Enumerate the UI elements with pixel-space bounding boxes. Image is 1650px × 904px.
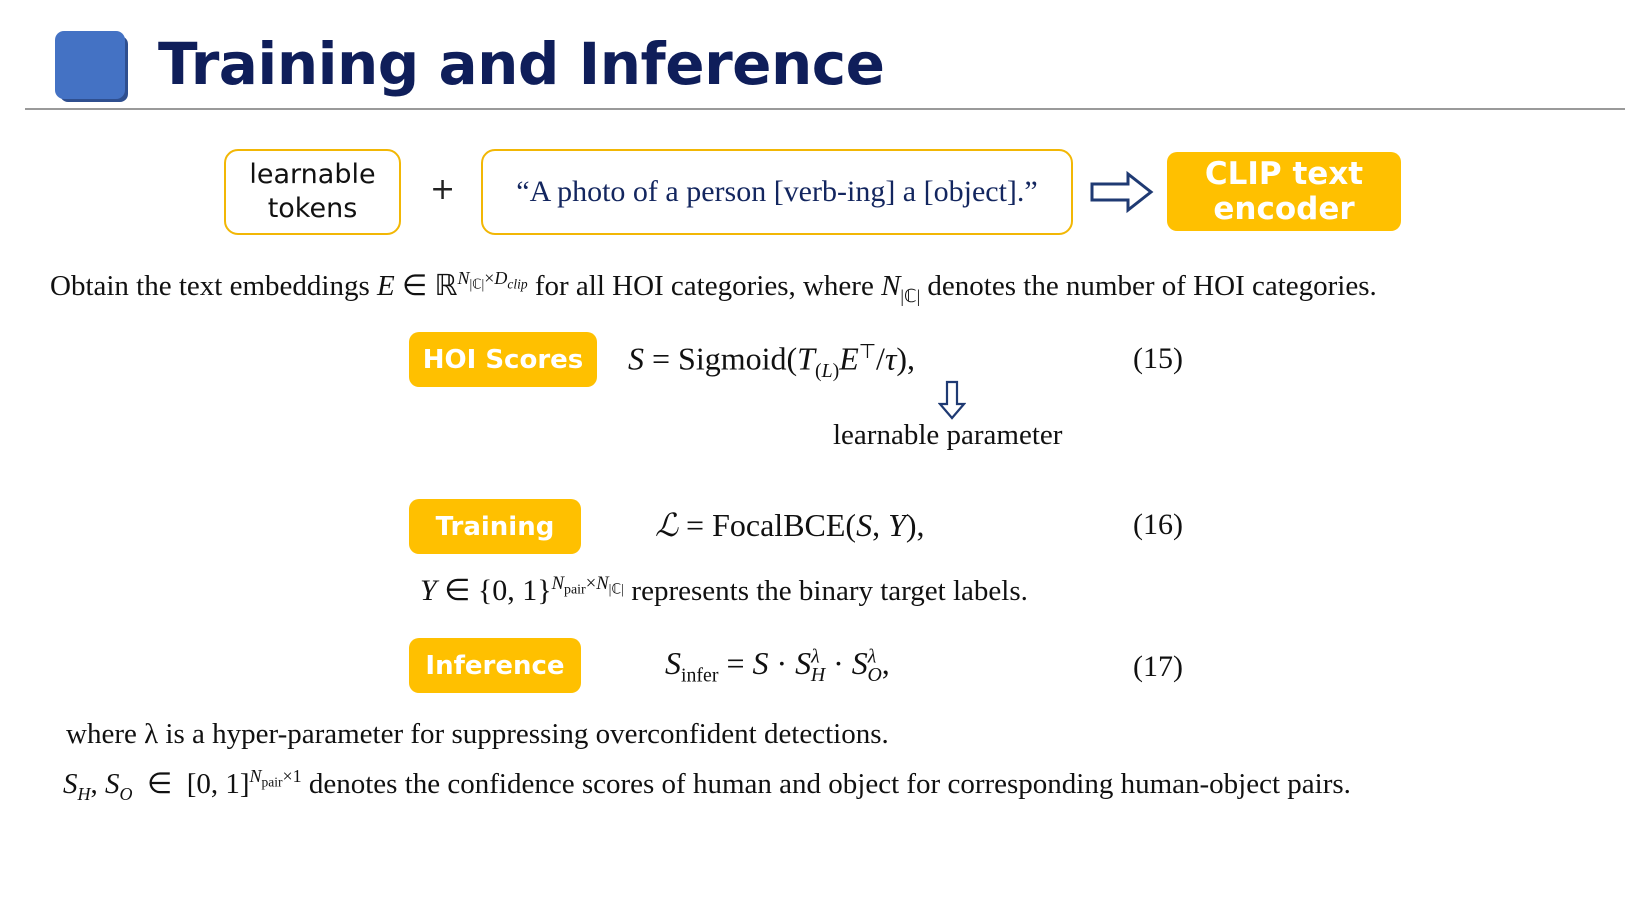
lambda-note: where λ is a hyper-parameter for suppressing overconfident detections. [66, 718, 889, 750]
tokens-label-line1: learnable [249, 159, 376, 191]
target-labels-sentence: Y ∈ {0, 1}$^{N_{pair}\times N_{|ℂ|}}$ represents the binary target labels. [420, 573, 1028, 607]
clip-text-encoder-box [1167, 152, 1401, 231]
confidence-note: $S_H$, $S_O$ ∈ [0, 1]$^{N_{pair}\times 1}$ denotes the confidence scores of human and object for corresponding human-object pairs. [63, 766, 1351, 804]
right-arrow-icon [1090, 170, 1154, 214]
plus-sign: + [430, 172, 456, 207]
prompt-template-text: “A photo of a person [verb-ing] a [object].” [516, 175, 1038, 208]
down-arrow-icon [938, 380, 966, 420]
tokens-label-line2: tokens [267, 193, 358, 224]
title-bullet-square [55, 31, 125, 99]
encoder-line2: encoder [1213, 190, 1355, 227]
equation-16: ℒ = FocalBCE(S, Y), [655, 506, 925, 544]
slide-title: Training and Inference [158, 30, 885, 98]
prompt-template-box [481, 149, 1073, 235]
equation-17: $S_{infer} = S \cdot S^\lambda_H \cdot S^\lambda_O$, [665, 645, 890, 687]
equation-15: $S = Sigmoid(T_{(L)}E^⊤/\tau)$, [628, 340, 916, 383]
embedding-lead: Obtain the text embeddings [50, 270, 370, 302]
encoder-line1: CLIP text [1204, 156, 1364, 193]
equation-number-15: (15) [1133, 342, 1183, 375]
learnable-tokens-box [224, 149, 401, 235]
learnable-parameter-note: learnable parameter [833, 419, 1063, 451]
inference-pill: Inference [409, 638, 581, 693]
embedding-middle: for all HOI categories, where [534, 270, 874, 302]
target-labels-text: represents the binary target labels. [631, 575, 1028, 607]
title-divider [25, 108, 1625, 110]
equation-number-17: (17) [1133, 650, 1183, 683]
equation-number-16: (16) [1133, 508, 1183, 541]
embedding-tail: denotes the number of HOI categories. [927, 270, 1377, 302]
embedding-sentence: Obtain the text embeddings E ∈ ℝ$^{N_{|ℂ|}\times D_{clip}}$ for all HOI categories, where $N_{|ℂ|}$ denotes the number of HOI categories. [50, 268, 1377, 306]
training-pill: Training [409, 499, 581, 554]
confidence-note-text: denotes the confidence scores of human and object for corresponding human-object pairs. [308, 768, 1351, 800]
hoi-scores-pill: HOI Scores [409, 332, 597, 387]
